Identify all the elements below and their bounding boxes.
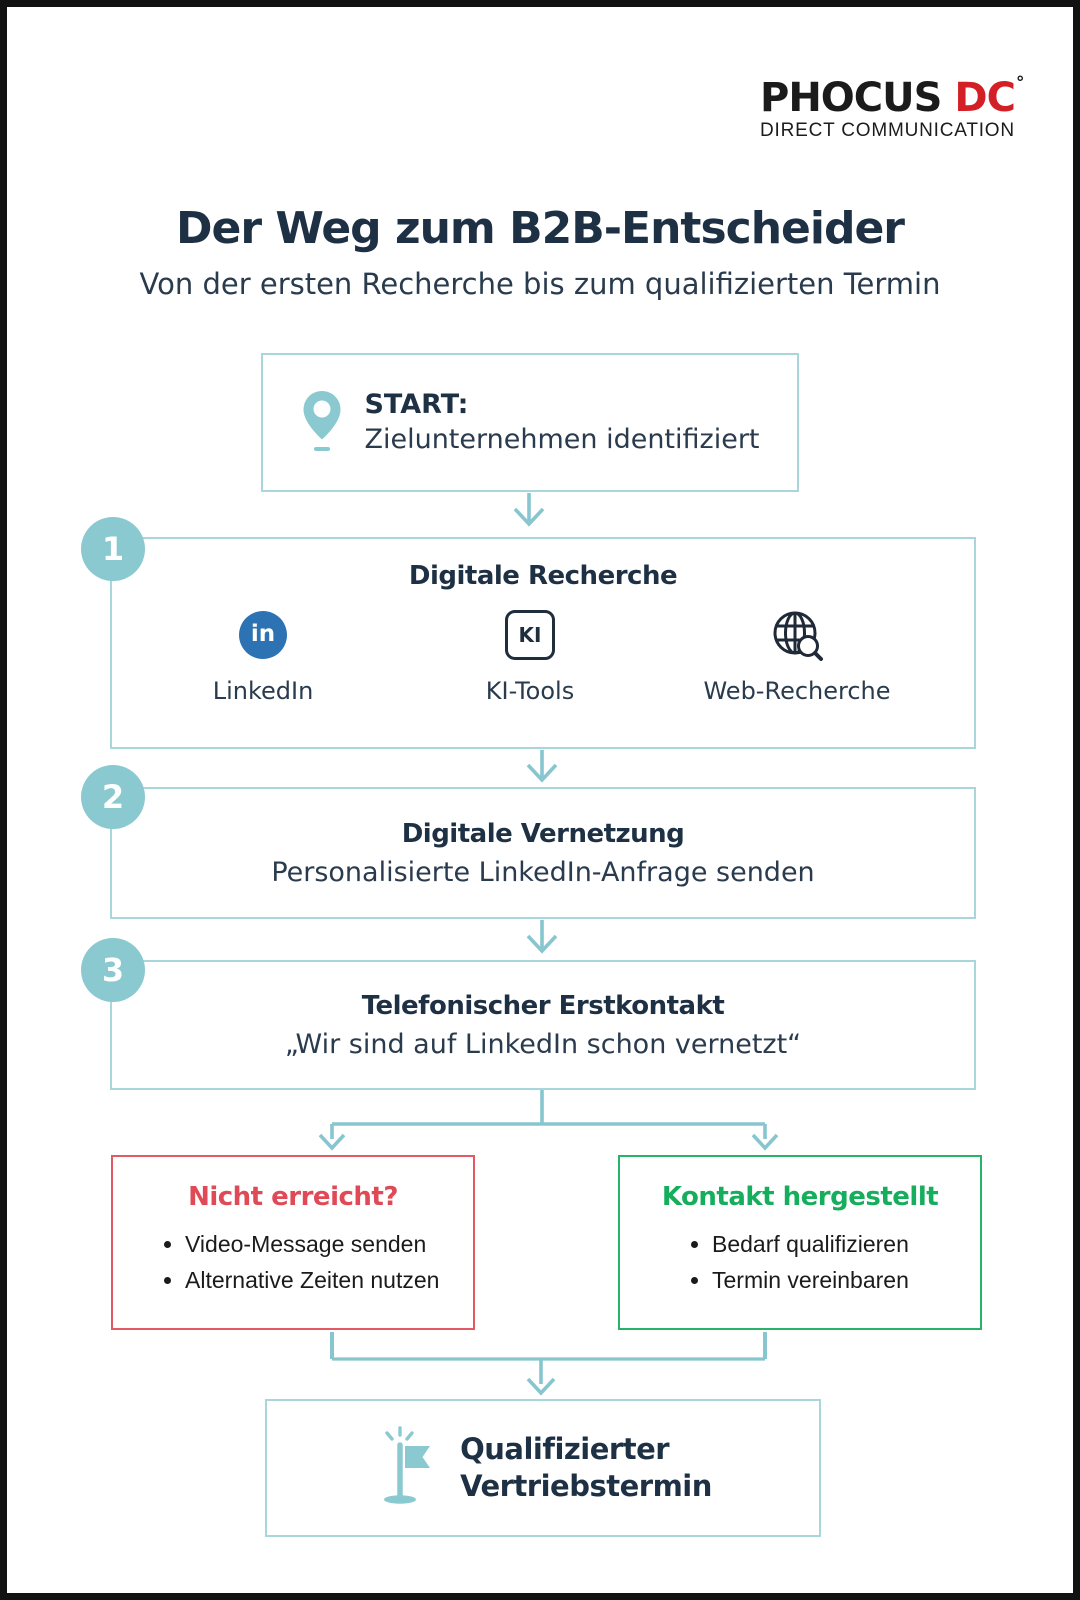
brand-logo bbox=[760, 73, 1024, 141]
tool-label: Web-Recherche bbox=[703, 677, 891, 705]
bullet-list bbox=[113, 1229, 473, 1295]
result-title bbox=[460, 1431, 712, 1505]
tool-column-web-recherche bbox=[677, 605, 917, 705]
start-box bbox=[261, 353, 799, 492]
step-title: Digitale Vernetzung bbox=[401, 818, 685, 849]
web-search-icon bbox=[769, 607, 825, 663]
start-label: START: bbox=[364, 388, 469, 420]
logo-brand-text: PHOCUS bbox=[760, 75, 955, 121]
list-item: • Bedarf qualifizieren bbox=[712, 1229, 980, 1259]
step-box-digitale-recherche bbox=[110, 537, 976, 749]
ki-tools-icon: KI bbox=[505, 610, 555, 660]
tool-column-ki-tools bbox=[410, 605, 650, 705]
flag-icon bbox=[374, 1424, 436, 1512]
start-text-block bbox=[364, 388, 759, 458]
branch-box-nicht-erreicht bbox=[111, 1155, 475, 1330]
tool-column-linkedin bbox=[143, 605, 383, 705]
step-badge-3: 3 bbox=[81, 938, 145, 1002]
step-badge-1: 1 bbox=[81, 517, 145, 581]
arrow-down-icon bbox=[520, 749, 564, 789]
logo-wordmark bbox=[760, 73, 1024, 121]
branch-title: Kontakt hergestellt bbox=[661, 1182, 939, 1212]
step-box-digitale-vernetzung bbox=[110, 787, 976, 919]
step-subtitle: Personalisierte LinkedIn-Anfrage senden bbox=[271, 856, 815, 888]
start-description: Zielunternehmen identifiziert bbox=[364, 423, 760, 455]
step-subtitle: „Wir sind auf LinkedIn schon vernetzt“ bbox=[284, 1028, 802, 1060]
tool-label: KI-Tools bbox=[485, 677, 575, 705]
tool-label: LinkedIn bbox=[212, 677, 314, 705]
step-box-telefonischer-erstkontakt bbox=[110, 960, 976, 1090]
list-item: • Termin vereinbaren bbox=[712, 1265, 980, 1295]
step-badge-2: 2 bbox=[81, 765, 145, 829]
branch-box-kontakt-hergestellt bbox=[618, 1155, 982, 1330]
list-item: • Alternative Zeiten nutzen bbox=[185, 1265, 473, 1295]
branch-split-connector bbox=[287, 1090, 807, 1152]
logo-degree-mark: ° bbox=[1015, 73, 1024, 93]
list-item: • Video-Message senden bbox=[185, 1229, 473, 1259]
linkedin-icon: in bbox=[239, 611, 287, 659]
logo-tagline: DIRECT COMMUNICATION bbox=[760, 120, 1015, 141]
result-title-line1: Qualifizierter bbox=[460, 1432, 670, 1466]
logo-brand-accent-text: DC bbox=[954, 75, 1015, 121]
branch-title: Nicht erreicht? bbox=[188, 1182, 398, 1212]
step-title: Telefonischer Erstkontakt bbox=[361, 990, 725, 1021]
page-subtitle: Von der ersten Recherche bis zum qualifizierten Termin bbox=[139, 267, 941, 301]
arrow-down-icon bbox=[507, 491, 551, 533]
result-title-line2: Vertriebstermin bbox=[460, 1469, 712, 1503]
map-pin-icon bbox=[300, 389, 344, 457]
step-title: Digitale Recherche bbox=[408, 561, 678, 591]
result-box bbox=[265, 1399, 821, 1537]
branch-merge-connector bbox=[307, 1332, 787, 1398]
bullet-list bbox=[620, 1229, 980, 1295]
arrow-down-icon bbox=[520, 919, 564, 961]
page-title: Der Weg zum B2B-Entscheider bbox=[175, 203, 905, 254]
